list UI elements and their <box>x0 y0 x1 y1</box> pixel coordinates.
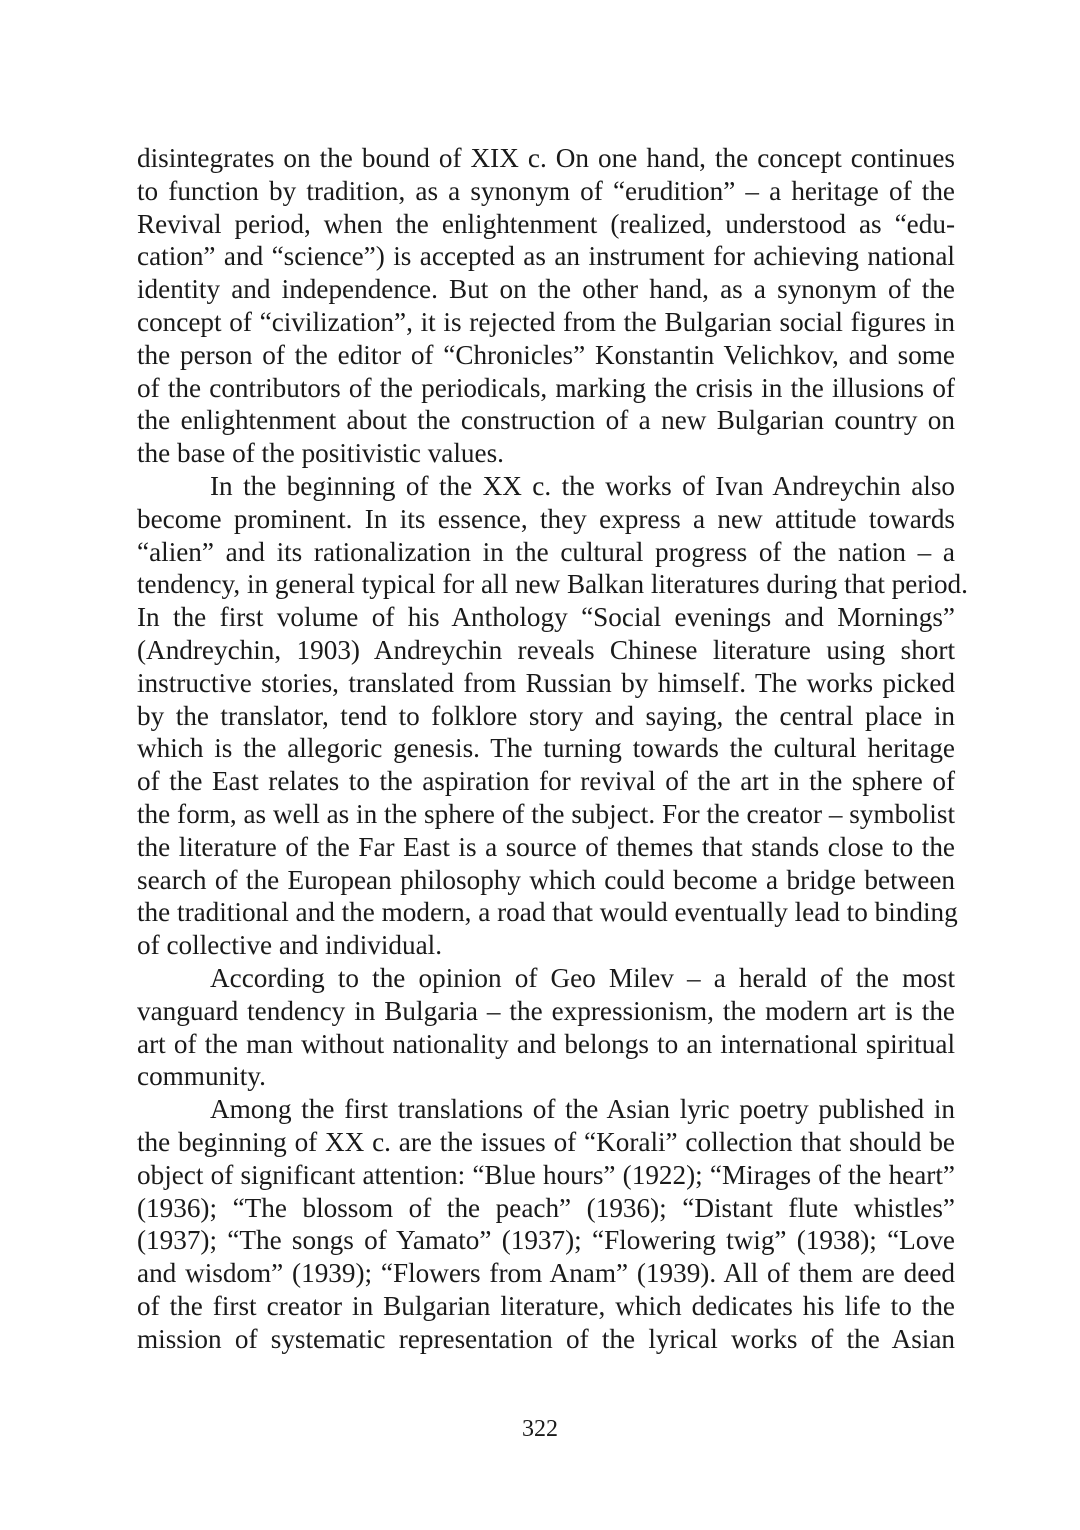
text-line: Revival period, when the enlightenment (realized, understood as “edu- <box>137 208 955 239</box>
text-line: cation” and “science”) is accepted as an instrument for achieving national <box>137 241 955 272</box>
text-line: become prominent. In its essence, they express a new attitude towards <box>137 503 955 534</box>
text-line: tendency, in general typical for all new Balkan literatures during that period. <box>137 569 968 600</box>
text-line: mission of systematic representation of the lyrical works of the Asian <box>137 1323 955 1354</box>
text-line: the beginning of XX c. are the issues of “Korali” collection that should be <box>137 1126 955 1157</box>
text-line: the traditional and the modern, a road that would eventually lead to binding <box>137 897 958 928</box>
text-line: by the translator, tend to folklore story and saying, the central place in <box>137 700 955 731</box>
text-line: object of significant attention: “Blue hours” (1922); “Mirages of the heart” <box>137 1159 955 1190</box>
text-line: (1937); “The songs of Yamato” (1937); “Flowering twig” (1938); “Love <box>137 1225 955 1256</box>
text-line: art of the man without nationality and belongs to an international spiritual <box>137 1028 955 1059</box>
text-line: community. <box>137 1061 266 1092</box>
body-text <box>137 142 968 1355</box>
text-line: instructive stories, translated from Russian by himself. The works picked <box>137 667 955 698</box>
text-line: and wisdom” (1939); “Flowers from Anam” (1939). All of them are deed <box>137 1258 955 1289</box>
paragraph <box>137 962 955 1093</box>
paragraph <box>137 470 968 962</box>
text-line: of the contributors of the periodicals, marking the crisis in the illusions of <box>137 372 955 403</box>
text-line: of the East relates to the aspiration for revival of the art in the sphere of <box>137 766 955 797</box>
paragraph <box>137 1093 955 1355</box>
text-line: the base of the positivistic values. <box>137 438 504 469</box>
text-line: of the first creator in Bulgarian literature, which dedicates his life to the <box>137 1290 955 1321</box>
text-line: the person of the editor of “Chronicles” Konstantin Velichkov, and some <box>137 339 955 370</box>
text-line: the literature of the Far East is a source of themes that stands close to the <box>137 831 955 862</box>
text-line: the enlightenment about the construction of a new Bulgarian country on <box>137 405 955 436</box>
text-line: (Andreychin, 1903) Andreychin reveals Chinese literature using short <box>137 634 955 665</box>
text-line: “alien” and its rationalization in the cultural progress of the nation – a <box>137 536 955 567</box>
text-line: According to the opinion of Geo Milev – a herald of the most <box>210 962 955 993</box>
text-line: the form, as well as in the sphere of the subject. For the creator – symbolist <box>137 798 955 829</box>
text-line: to function by tradition, as a synonym of “erudition” – a heritage of the <box>137 175 955 206</box>
text-line: disintegrates on the bound of XIX c. On one hand, the concept continues <box>137 143 955 173</box>
text-line: (1936); “The blossom of the peach” (1936); “Distant flute whistles” <box>137 1192 955 1223</box>
text-line: search of the European philosophy which could become a bridge between <box>137 864 955 895</box>
text-line: identity and independence. But on the other hand, as a synonym of the <box>137 274 955 305</box>
text-line: concept of “civilization”, it is rejected from the Bulgarian social figures in <box>137 306 955 337</box>
text-line: Among the first translations of the Asian lyric poetry published in <box>210 1094 955 1125</box>
text-line: which is the allegoric genesis. The turning towards the cultural heritage <box>137 733 955 764</box>
text-line: vanguard tendency in Bulgaria – the expressionism, the modern art is the <box>137 995 955 1026</box>
text-line: In the first volume of his Anthology “Social evenings and Mornings” <box>137 602 955 633</box>
page-number: 322 <box>522 1416 558 1442</box>
text-line: In the beginning of the XX c. the works of Ivan Andreychin also <box>210 470 955 501</box>
paragraph <box>137 142 955 470</box>
text-line: of collective and individual. <box>137 930 443 961</box>
